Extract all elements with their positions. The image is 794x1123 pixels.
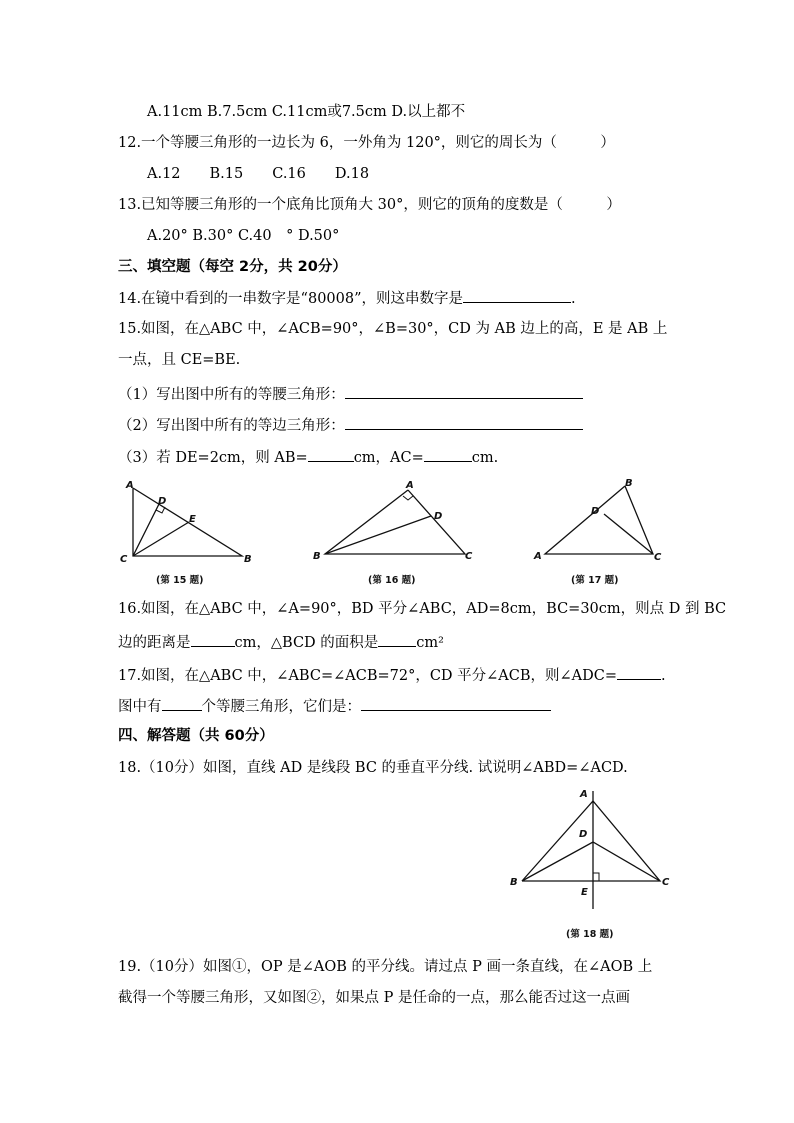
fig18-label-c: C (662, 877, 670, 888)
q15-sub3 (118, 446, 498, 468)
q16-line1: 16.如图，在△ABC 中，∠A=90°，BD 平分∠ABC，AD=8cm，BC=30cm，则点 D 到 BC (118, 601, 727, 617)
q19-line1: 19.（10分）如图①，OP 是∠AOB 的平分线。请过点 P 画一条直线，在∠AOB 上 (118, 959, 653, 975)
q13-stem: 13.已知等腰三角形的一个底角比顶角大 30°，则它的顶角的度数是（ ） (118, 197, 621, 213)
q17-angle-blank (617, 664, 661, 680)
fig17-label-a: A (534, 551, 542, 562)
q15-sub3-b: cm，AC= (353, 450, 424, 466)
fig16-label-c: C (465, 551, 473, 562)
q15-sub3-a: （3）若 DE=2cm，则 AB= (118, 450, 308, 466)
figure-16 (305, 474, 480, 590)
fig17-segment-cd (604, 514, 653, 554)
fig16-caption: (第 16 题) (368, 575, 416, 586)
fig15-label-a: A (126, 480, 134, 491)
q15-line1: 15.如图，在△ABC 中，∠ACB=90°，∠B=30°，CD 为 AB 边上的高，E 是 AB 上 (118, 321, 668, 337)
fig16-triangle-abc (325, 490, 465, 554)
q19-line2: 截得一个等腰三角形，又如图②，如果点 P 是任命的一点，那么能否过这一点画 (118, 990, 630, 1006)
q17-line1 (118, 664, 666, 686)
section3-heading: 三、填空题（每空 2分，共 20分） (118, 259, 347, 275)
figure-15 (112, 474, 272, 590)
q16-distance-blank (191, 631, 235, 647)
q12-stem: 12.一个等腰三角形的一边长为 6，一外角为 120°，则它的周长为（ ） (118, 135, 615, 151)
q12-options: A.12 B.15 C.16 D.18 (147, 166, 370, 182)
fig15-label-e: E (189, 514, 196, 525)
fig15-label-c: C (120, 554, 128, 565)
q17-line2-a: 图中有 (118, 699, 162, 715)
fig16-label-a: A (406, 480, 414, 491)
fig15-label-b: B (244, 554, 252, 565)
q15-line2: 一点，且 CE=BE. (118, 352, 241, 368)
fig16-label-b: B (313, 551, 321, 562)
fig17-triangle-abc (545, 486, 653, 554)
fig15-label-d: D (158, 496, 167, 507)
fig18-caption: (第 18 题) (566, 929, 614, 940)
fig15-caption: (第 15 题) (156, 575, 204, 586)
q15-sub1-blank (345, 383, 583, 399)
q16-line2-a: 边的距离是 (118, 635, 191, 651)
q15-sub2-blank (345, 414, 583, 430)
fig18-label-a: A (580, 789, 588, 800)
q17-count-blank (162, 695, 202, 711)
fig17-label-c: C (654, 552, 662, 563)
q17-line1-end: . (661, 668, 666, 684)
q11-options: A.11cm B.7.5cm C.11cm或7.5cm D.以上都不 (147, 104, 466, 120)
section4-heading: 四、解答题（共 60分） (118, 728, 274, 744)
q15-sub2-label: （2）写出图中所有的等边三角形： (118, 418, 345, 434)
fig17-caption: (第 17 题) (571, 575, 619, 586)
q16-area-blank (378, 631, 416, 647)
q14 (118, 287, 576, 309)
q14-end: . (571, 291, 576, 307)
q17-line1-text: 17.如图，在△ABC 中，∠ABC=∠ACB=72°，CD 平分∠ACB，则∠ADC= (118, 668, 618, 684)
q18-text: 18.（10分）如图，直线 AD 是线段 BC 的垂直平分线. 试说明∠ABD=∠ACD. (118, 760, 628, 776)
q16-line2 (118, 631, 444, 653)
q15-sub1 (118, 383, 583, 405)
q15-sub1-label: （1）写出图中所有的等腰三角形： (118, 387, 345, 403)
fig17-label-d: D (591, 506, 600, 517)
q15-sub2 (118, 414, 583, 436)
fig18-label-b: B (510, 877, 518, 888)
figure-18 (500, 785, 685, 945)
q15-ac-blank (424, 446, 472, 462)
fig18-label-e: E (581, 887, 588, 898)
fig16-right-angle-mark (403, 496, 413, 500)
q15-sub3-c: cm. (471, 450, 499, 466)
q14-answer-blank (463, 287, 571, 303)
fig16-label-d: D (434, 511, 443, 522)
fig16-segment-bd (325, 516, 431, 554)
q16-line2-c: cm² (416, 635, 444, 651)
q13-options: A.20° B.30° C.40 ° D.50° (147, 228, 340, 244)
fig17-label-b: B (625, 478, 633, 489)
q15-ab-blank (308, 446, 354, 462)
fig18-segments-bd-dc (522, 842, 660, 881)
q17-line2 (118, 695, 551, 717)
q17-line2-b: 个等腰三角形，它们是： (201, 699, 361, 715)
figure-17 (527, 474, 677, 590)
fig18-right-angle-mark (593, 873, 599, 881)
q16-line2-b: cm，△BCD 的面积是 (234, 635, 379, 651)
fig18-label-d: D (579, 829, 588, 840)
q17-list-blank (361, 695, 551, 711)
q14-text: 14.在镜中看到的一串数字是“80008”，则这串数字是 (118, 291, 464, 307)
